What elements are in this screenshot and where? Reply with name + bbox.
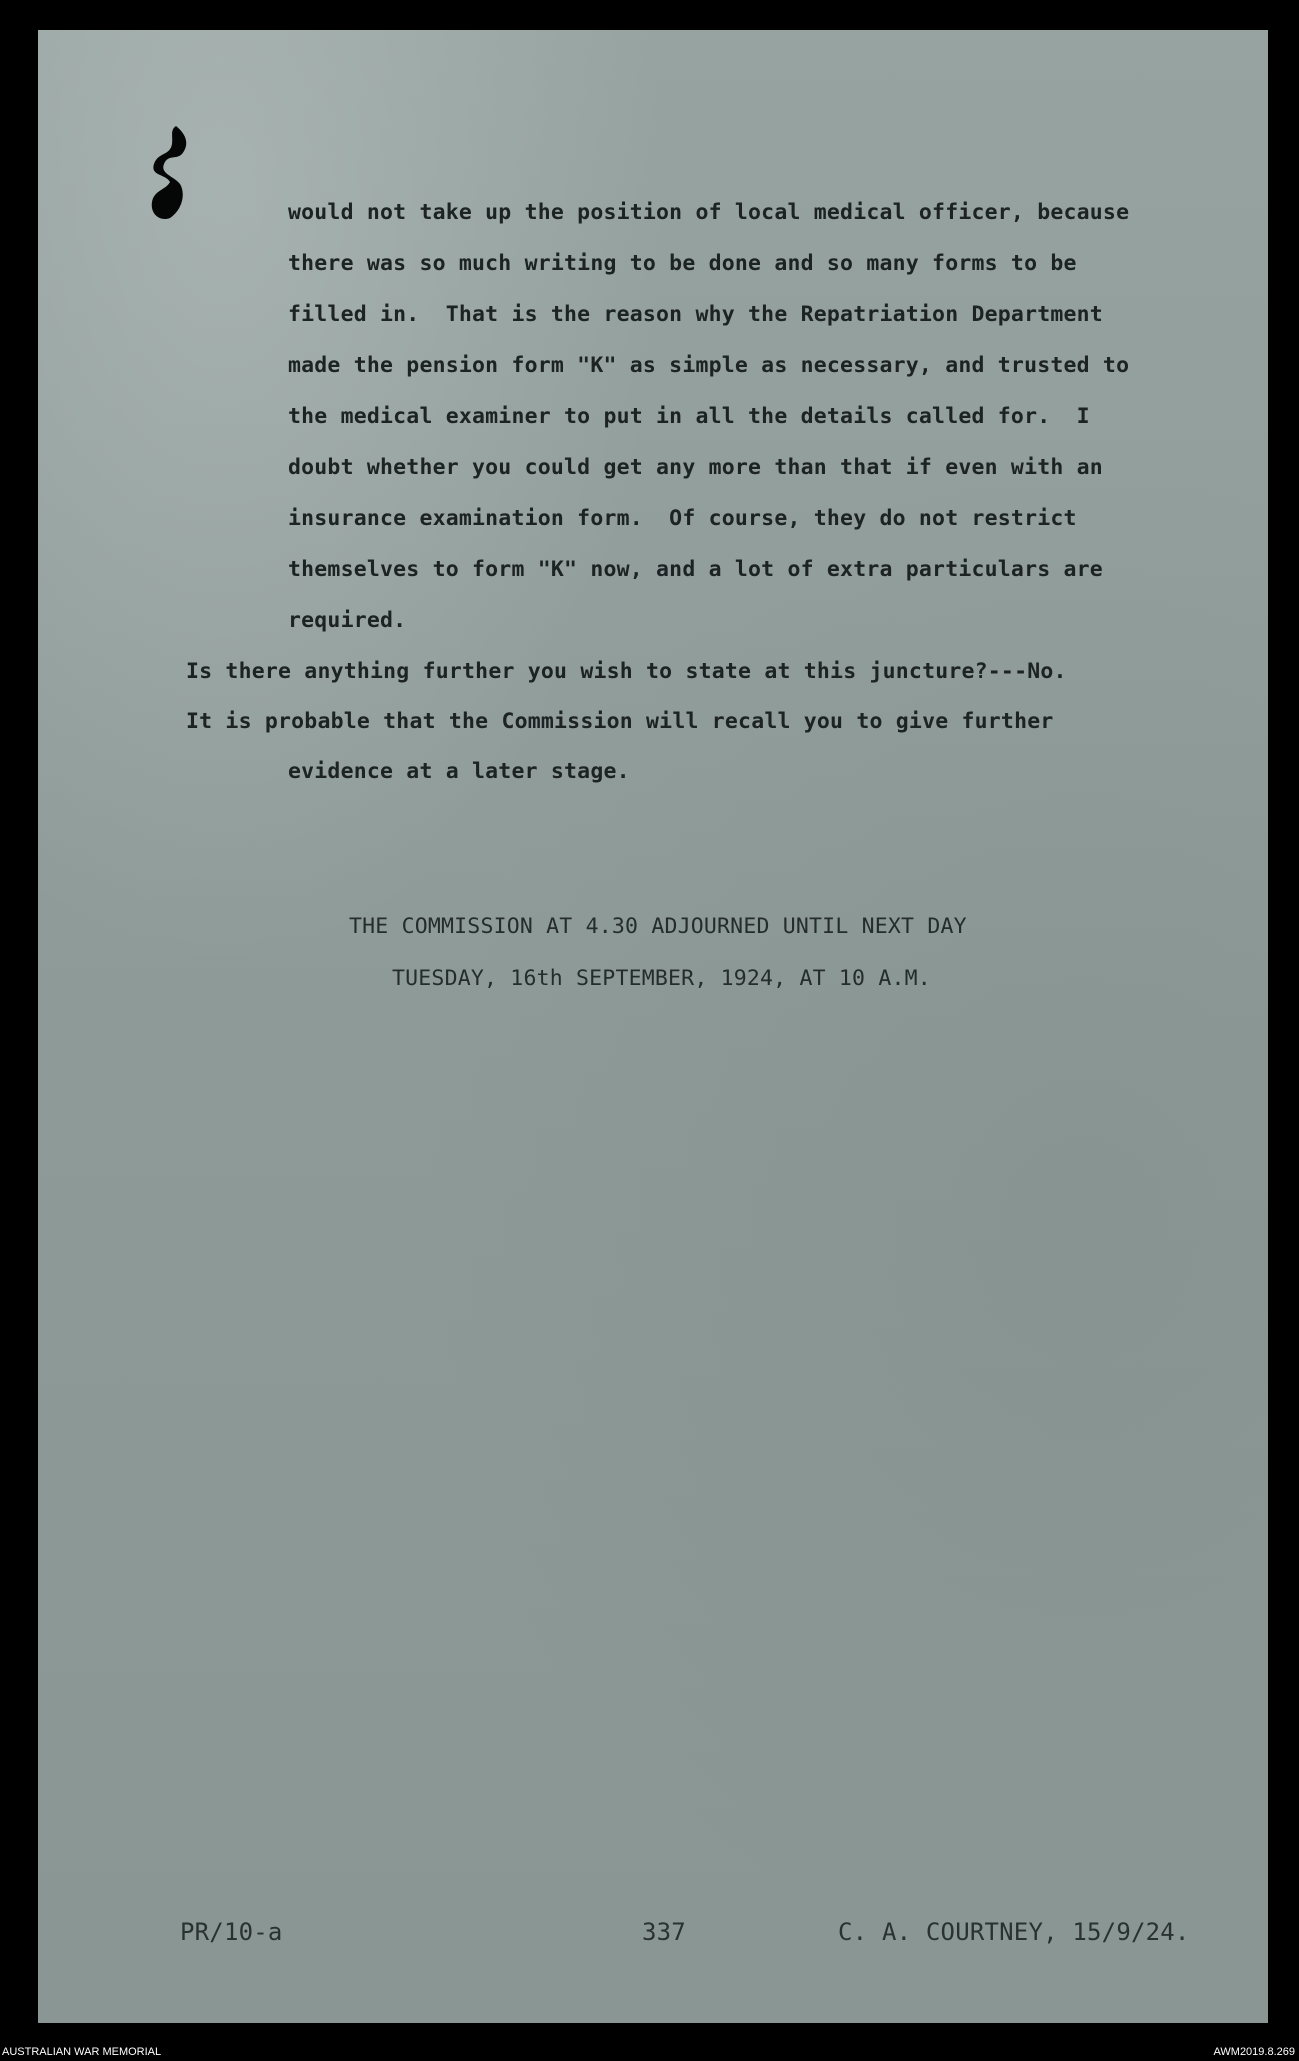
body-line-1: would not take up the position of local medical officer, because [288,200,1130,225]
question-line: Is there anything further you wish to state at this juncture?---No. [186,659,1067,684]
body-line-9: required. [288,608,407,633]
body-line-5: the medical examiner to put in all the details called for. I [288,404,1090,429]
paper-sheet [38,30,1268,2023]
body-line-6: doubt whether you could get any more than that if even with an [288,455,1103,480]
body-line-8: themselves to form "K" now, and a lot of extra particulars are [288,557,1103,582]
closing-line-2: evidence at a later stage. [288,759,630,784]
body-line-3: filled in. That is the reason why the Repatriation Department [288,302,1103,327]
adjourn-line-2: TUESDAY, 16th SEPTEMBER, 1924, AT 10 A.M. [392,966,931,991]
caption-right: AWM2019.8.269 [1213,2046,1295,2058]
closing-line-1: It is probable that the Commission will recall you to give further [186,709,1054,734]
body-line-2: there was so much writing to be done and so many forms to be [288,251,1077,276]
footer-reporter: C. A. COURTNEY, 15/9/24. [838,1918,1190,1946]
body-line-4: made the pension form "K" as simple as necessary, and trusted to [288,353,1130,378]
caption-left: AUSTRALIAN WAR MEMORIAL [2,2046,162,2058]
footer-page-number: 337 [642,1918,686,1946]
punched-hole-mark [146,124,196,224]
adjourn-line-1: THE COMMISSION AT 4.30 ADJOURNED UNTIL NEXT DAY [349,914,967,939]
body-line-7: insurance examination form. Of course, they do not restrict [288,506,1077,531]
footer-reference: PR/10-a [180,1918,283,1946]
